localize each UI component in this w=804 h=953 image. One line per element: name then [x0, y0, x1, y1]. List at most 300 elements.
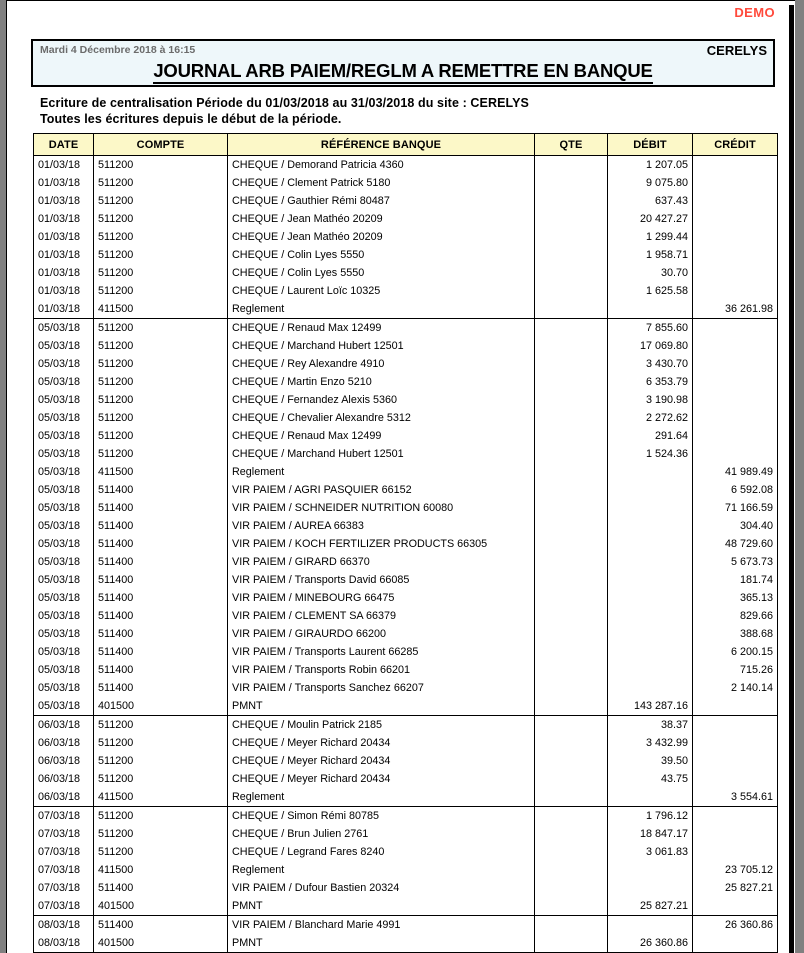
cell-compte: 511200 — [94, 409, 228, 427]
cell-credit — [693, 734, 778, 752]
cell-qte — [535, 427, 608, 445]
cell-compte: 511200 — [94, 174, 228, 192]
cell-credit — [693, 174, 778, 192]
cell-date: 05/03/18 — [34, 337, 94, 355]
cell-qte — [535, 571, 608, 589]
cell-reference: VIR PAIEM / GIRAURDO 66200 — [228, 625, 535, 643]
cell-compte: 411500 — [94, 463, 228, 481]
cell-compte: 411500 — [94, 788, 228, 807]
cell-qte — [535, 734, 608, 752]
cell-credit — [693, 282, 778, 300]
table-row — [34, 264, 778, 282]
cell-compte: 511200 — [94, 373, 228, 391]
cell-debit — [608, 879, 693, 897]
cell-credit: 715.26 — [693, 661, 778, 679]
cell-qte — [535, 481, 608, 499]
cell-debit: 2 272.62 — [608, 409, 693, 427]
cell-qte — [535, 337, 608, 355]
cell-credit — [693, 825, 778, 843]
cell-date: 07/03/18 — [34, 825, 94, 843]
cell-debit — [608, 788, 693, 807]
table-row — [34, 625, 778, 643]
cell-debit: 39.50 — [608, 752, 693, 770]
table-row — [34, 481, 778, 499]
cell-date: 05/03/18 — [34, 319, 94, 338]
cell-date: 05/03/18 — [34, 643, 94, 661]
cell-reference: PMNT — [228, 934, 535, 953]
cell-date: 05/03/18 — [34, 535, 94, 553]
cell-credit — [693, 246, 778, 264]
cell-compte: 511200 — [94, 210, 228, 228]
cell-credit: 365.13 — [693, 589, 778, 607]
cell-date: 07/03/18 — [34, 879, 94, 897]
cell-debit: 3 432.99 — [608, 734, 693, 752]
cell-credit: 41 989.49 — [693, 463, 778, 481]
cell-reference: CHEQUE / Moulin Patrick 2185 — [228, 716, 535, 735]
cell-debit: 1 958.71 — [608, 246, 693, 264]
cell-credit — [693, 210, 778, 228]
cell-debit — [608, 661, 693, 679]
cell-qte — [535, 679, 608, 697]
cell-credit — [693, 355, 778, 373]
cell-date: 05/03/18 — [34, 481, 94, 499]
cell-compte: 401500 — [94, 697, 228, 716]
cell-debit — [608, 300, 693, 319]
cell-debit — [608, 535, 693, 553]
cell-debit — [608, 861, 693, 879]
table-row — [34, 192, 778, 210]
table-row — [34, 589, 778, 607]
cell-reference: CHEQUE / Rey Alexandre 4910 — [228, 355, 535, 373]
cell-date: 07/03/18 — [34, 807, 94, 826]
cell-qte — [535, 752, 608, 770]
cell-date: 05/03/18 — [34, 463, 94, 481]
column-header-date: DATE — [34, 134, 94, 156]
journal-table-body — [34, 156, 778, 953]
report-page — [6, 0, 795, 953]
cell-date: 01/03/18 — [34, 192, 94, 210]
cell-qte — [535, 589, 608, 607]
cell-reference: CHEQUE / Colin Lyes 5550 — [228, 264, 535, 282]
cell-reference: PMNT — [228, 897, 535, 916]
cell-debit: 637.43 — [608, 192, 693, 210]
column-header-reference: RÉFÉRENCE BANQUE — [228, 134, 535, 156]
table-row — [34, 535, 778, 553]
cell-qte — [535, 535, 608, 553]
cell-credit — [693, 716, 778, 735]
cell-reference: CHEQUE / Marchand Hubert 12501 — [228, 337, 535, 355]
cell-credit: 71 166.59 — [693, 499, 778, 517]
table-row — [34, 807, 778, 826]
cell-date: 08/03/18 — [34, 934, 94, 953]
cell-compte: 511400 — [94, 553, 228, 571]
cell-date: 01/03/18 — [34, 228, 94, 246]
cell-compte: 511200 — [94, 770, 228, 788]
cell-credit: 6 592.08 — [693, 481, 778, 499]
cell-reference: VIR PAIEM / Dufour Bastien 20324 — [228, 879, 535, 897]
cell-compte: 511200 — [94, 156, 228, 175]
cell-debit: 26 360.86 — [608, 934, 693, 953]
table-row — [34, 319, 778, 338]
cell-date: 05/03/18 — [34, 553, 94, 571]
cell-reference: CHEQUE / Gauthier Rémi 80487 — [228, 192, 535, 210]
cell-compte: 511400 — [94, 661, 228, 679]
cell-date: 05/03/18 — [34, 355, 94, 373]
column-header-compte: COMPTE — [94, 134, 228, 156]
cell-compte: 511400 — [94, 679, 228, 697]
cell-qte — [535, 373, 608, 391]
column-header-qte: QTE — [535, 134, 608, 156]
cell-credit — [693, 934, 778, 953]
cell-date: 07/03/18 — [34, 843, 94, 861]
cell-credit: 25 827.21 — [693, 879, 778, 897]
table-row — [34, 427, 778, 445]
cell-debit: 1 299.44 — [608, 228, 693, 246]
table-row — [34, 337, 778, 355]
cell-date: 01/03/18 — [34, 246, 94, 264]
cell-compte: 511400 — [94, 571, 228, 589]
cell-reference: PMNT — [228, 697, 535, 716]
cell-compte: 411500 — [94, 861, 228, 879]
cell-credit — [693, 445, 778, 463]
table-row — [34, 228, 778, 246]
table-row — [34, 843, 778, 861]
table-row — [34, 499, 778, 517]
report-datetime: Mardi 4 Décembre 2018 à 16:15 — [40, 44, 196, 56]
cell-date: 01/03/18 — [34, 282, 94, 300]
cell-qte — [535, 282, 608, 300]
cell-reference: VIR PAIEM / GIRARD 66370 — [228, 553, 535, 571]
cell-qte — [535, 788, 608, 807]
cell-reference: CHEQUE / Jean Mathéo 20209 — [228, 210, 535, 228]
cell-debit: 291.64 — [608, 427, 693, 445]
cell-credit: 2 140.14 — [693, 679, 778, 697]
table-row — [34, 174, 778, 192]
cell-debit — [608, 499, 693, 517]
cell-debit: 25 827.21 — [608, 897, 693, 916]
table-row — [34, 788, 778, 807]
table-row — [34, 697, 778, 716]
cell-qte — [535, 409, 608, 427]
cell-debit — [608, 589, 693, 607]
cell-debit — [608, 553, 693, 571]
cell-debit: 3 061.83 — [608, 843, 693, 861]
cell-reference: Reglement — [228, 300, 535, 319]
cell-reference: CHEQUE / Meyer Richard 20434 — [228, 770, 535, 788]
table-row — [34, 879, 778, 897]
cell-compte: 511200 — [94, 716, 228, 735]
page-top-border — [6, 0, 795, 1]
cell-debit: 9 075.80 — [608, 174, 693, 192]
cell-reference: VIR PAIEM / Transports Laurent 66285 — [228, 643, 535, 661]
table-row — [34, 916, 778, 935]
table-row — [34, 752, 778, 770]
cell-debit — [608, 679, 693, 697]
table-row — [34, 373, 778, 391]
cell-reference: CHEQUE / Colin Lyes 5550 — [228, 246, 535, 264]
cell-compte: 511400 — [94, 879, 228, 897]
cell-reference: Reglement — [228, 788, 535, 807]
cell-qte — [535, 210, 608, 228]
cell-credit: 48 729.60 — [693, 535, 778, 553]
table-row — [34, 716, 778, 735]
cell-reference: CHEQUE / Meyer Richard 20434 — [228, 734, 535, 752]
table-row — [34, 391, 778, 409]
cell-compte: 511200 — [94, 282, 228, 300]
cell-debit — [608, 916, 693, 935]
table-row — [34, 409, 778, 427]
cell-credit: 181.74 — [693, 571, 778, 589]
cell-reference: VIR PAIEM / AUREA 66383 — [228, 517, 535, 535]
cell-credit: 36 261.98 — [693, 300, 778, 319]
cell-date: 05/03/18 — [34, 427, 94, 445]
cell-qte — [535, 499, 608, 517]
cell-date: 05/03/18 — [34, 679, 94, 697]
cell-reference: CHEQUE / Chevalier Alexandre 5312 — [228, 409, 535, 427]
cell-qte — [535, 264, 608, 282]
cell-date: 01/03/18 — [34, 300, 94, 319]
cell-qte — [535, 445, 608, 463]
cell-compte: 401500 — [94, 897, 228, 916]
cell-credit — [693, 843, 778, 861]
cell-date: 05/03/18 — [34, 661, 94, 679]
cell-debit: 1 625.58 — [608, 282, 693, 300]
cell-debit: 18 847.17 — [608, 825, 693, 843]
cell-credit — [693, 697, 778, 716]
table-row — [34, 156, 778, 175]
cell-credit — [693, 807, 778, 826]
cell-qte — [535, 192, 608, 210]
table-row — [34, 861, 778, 879]
cell-compte: 511200 — [94, 355, 228, 373]
cell-credit: 304.40 — [693, 517, 778, 535]
cell-credit — [693, 264, 778, 282]
cell-qte — [535, 643, 608, 661]
cell-debit — [608, 571, 693, 589]
cell-compte: 511200 — [94, 843, 228, 861]
cell-debit — [608, 517, 693, 535]
table-header-row — [34, 134, 778, 156]
cell-credit — [693, 337, 778, 355]
cell-qte — [535, 517, 608, 535]
cell-credit — [693, 427, 778, 445]
cell-date: 05/03/18 — [34, 445, 94, 463]
cell-debit: 3 430.70 — [608, 355, 693, 373]
cell-qte — [535, 228, 608, 246]
cell-qte — [535, 463, 608, 481]
table-row — [34, 210, 778, 228]
cell-date: 06/03/18 — [34, 734, 94, 752]
cell-credit — [693, 228, 778, 246]
cell-debit: 143 287.16 — [608, 697, 693, 716]
cell-qte — [535, 156, 608, 175]
table-row — [34, 571, 778, 589]
cell-qte — [535, 174, 608, 192]
cell-qte — [535, 300, 608, 319]
cell-reference: CHEQUE / Renaud Max 12499 — [228, 427, 535, 445]
cell-debit: 17 069.80 — [608, 337, 693, 355]
cell-qte — [535, 825, 608, 843]
cell-debit: 20 427.27 — [608, 210, 693, 228]
cell-compte: 511400 — [94, 517, 228, 535]
cell-compte: 511200 — [94, 825, 228, 843]
cell-compte: 511200 — [94, 319, 228, 338]
table-row — [34, 679, 778, 697]
cell-compte: 511200 — [94, 807, 228, 826]
cell-reference: CHEQUE / Legrand Fares 8240 — [228, 843, 535, 861]
cell-qte — [535, 319, 608, 338]
cell-date: 05/03/18 — [34, 517, 94, 535]
cell-reference: VIR PAIEM / Transports Robin 66201 — [228, 661, 535, 679]
cell-date: 05/03/18 — [34, 373, 94, 391]
cell-reference: CHEQUE / Demorand Patricia 4360 — [228, 156, 535, 175]
cell-reference: VIR PAIEM / Blanchard Marie 4991 — [228, 916, 535, 935]
cell-qte — [535, 697, 608, 716]
cell-qte — [535, 625, 608, 643]
page-drop-shadow — [789, 5, 794, 953]
cell-qte — [535, 934, 608, 953]
cell-date: 05/03/18 — [34, 409, 94, 427]
cell-credit: 388.68 — [693, 625, 778, 643]
table-row — [34, 661, 778, 679]
cell-debit: 6 353.79 — [608, 373, 693, 391]
cell-reference: CHEQUE / Martin Enzo 5210 — [228, 373, 535, 391]
cell-qte — [535, 897, 608, 916]
cell-date: 06/03/18 — [34, 770, 94, 788]
report-title — [33, 60, 773, 82]
window-right-margin — [794, 0, 804, 953]
cell-qte — [535, 553, 608, 571]
cell-reference: VIR PAIEM / AGRI PASQUIER 66152 — [228, 481, 535, 499]
cell-credit: 26 360.86 — [693, 916, 778, 935]
company-name: CERELYS — [706, 43, 767, 58]
cell-reference: CHEQUE / Laurent Loïc 10325 — [228, 282, 535, 300]
cell-debit: 1 207.05 — [608, 156, 693, 175]
cell-qte — [535, 807, 608, 826]
cell-date: 05/03/18 — [34, 697, 94, 716]
cell-compte: 511200 — [94, 228, 228, 246]
cell-qte — [535, 843, 608, 861]
cell-compte: 511400 — [94, 625, 228, 643]
table-row — [34, 825, 778, 843]
cell-qte — [535, 246, 608, 264]
table-row — [34, 355, 778, 373]
table-row — [34, 607, 778, 625]
cell-reference: CHEQUE / Clement Patrick 5180 — [228, 174, 535, 192]
cell-reference: VIR PAIEM / KOCH FERTILIZER PRODUCTS 66305 — [228, 535, 535, 553]
table-row — [34, 734, 778, 752]
cell-compte: 511200 — [94, 752, 228, 770]
cell-debit — [608, 643, 693, 661]
cell-credit — [693, 391, 778, 409]
table-row — [34, 282, 778, 300]
cell-qte — [535, 391, 608, 409]
cell-credit: 5 673.73 — [693, 553, 778, 571]
cell-reference: Reglement — [228, 463, 535, 481]
table-row — [34, 445, 778, 463]
cell-reference: VIR PAIEM / CLEMENT SA 66379 — [228, 607, 535, 625]
table-row — [34, 300, 778, 319]
cell-credit — [693, 752, 778, 770]
cell-compte: 401500 — [94, 934, 228, 953]
cell-debit: 7 855.60 — [608, 319, 693, 338]
cell-reference: CHEQUE / Brun Julien 2761 — [228, 825, 535, 843]
cell-date: 05/03/18 — [34, 607, 94, 625]
cell-qte — [535, 716, 608, 735]
report-title-text: JOURNAL ARB PAIEM/REGLM A REMETTRE EN BANQUE — [153, 60, 652, 84]
cell-credit — [693, 373, 778, 391]
cell-reference: VIR PAIEM / Transports David 66085 — [228, 571, 535, 589]
cell-qte — [535, 879, 608, 897]
cell-credit — [693, 897, 778, 916]
cell-reference: Reglement — [228, 861, 535, 879]
cell-compte: 511400 — [94, 916, 228, 935]
cell-date: 01/03/18 — [34, 264, 94, 282]
cell-date: 08/03/18 — [34, 916, 94, 935]
cell-date: 07/03/18 — [34, 861, 94, 879]
cell-debit — [608, 625, 693, 643]
cell-debit: 38.37 — [608, 716, 693, 735]
cell-credit — [693, 409, 778, 427]
cell-debit: 1 796.12 — [608, 807, 693, 826]
cell-date: 01/03/18 — [34, 210, 94, 228]
report-subtitle-line-2: Toutes les écritures depuis le début de la période. — [40, 112, 342, 126]
cell-debit — [608, 481, 693, 499]
cell-compte: 511400 — [94, 499, 228, 517]
cell-reference: CHEQUE / Marchand Hubert 12501 — [228, 445, 535, 463]
cell-reference: CHEQUE / Jean Mathéo 20209 — [228, 228, 535, 246]
table-row — [34, 643, 778, 661]
cell-compte: 511200 — [94, 192, 228, 210]
table-row — [34, 517, 778, 535]
cell-credit: 829.66 — [693, 607, 778, 625]
cell-reference: CHEQUE / Renaud Max 12499 — [228, 319, 535, 338]
cell-credit: 3 554.61 — [693, 788, 778, 807]
cell-credit — [693, 156, 778, 175]
cell-compte: 411500 — [94, 300, 228, 319]
report-subtitle-line-1: Ecriture de centralisation Période du 01/03/2018 au 31/03/2018 du site : CERELYS — [40, 96, 529, 110]
cell-date: 01/03/18 — [34, 174, 94, 192]
cell-compte: 511200 — [94, 427, 228, 445]
cell-date: 05/03/18 — [34, 589, 94, 607]
cell-debit: 43.75 — [608, 770, 693, 788]
cell-reference: CHEQUE / Simon Rémi 80785 — [228, 807, 535, 826]
cell-qte — [535, 607, 608, 625]
cell-compte: 511400 — [94, 481, 228, 499]
cell-qte — [535, 661, 608, 679]
cell-reference: CHEQUE / Fernandez Alexis 5360 — [228, 391, 535, 409]
table-row — [34, 934, 778, 953]
cell-credit: 6 200.15 — [693, 643, 778, 661]
cell-debit — [608, 607, 693, 625]
cell-date: 05/03/18 — [34, 499, 94, 517]
journal-table — [33, 133, 778, 953]
cell-compte: 511200 — [94, 445, 228, 463]
cell-qte — [535, 916, 608, 935]
cell-date: 05/03/18 — [34, 571, 94, 589]
table-row — [34, 246, 778, 264]
cell-debit: 30.70 — [608, 264, 693, 282]
cell-compte: 511200 — [94, 337, 228, 355]
demo-watermark: DEMO — [734, 5, 775, 20]
cell-compte: 511400 — [94, 535, 228, 553]
cell-debit: 1 524.36 — [608, 445, 693, 463]
cell-compte: 511400 — [94, 607, 228, 625]
cell-qte — [535, 770, 608, 788]
cell-reference: VIR PAIEM / Transports Sanchez 66207 — [228, 679, 535, 697]
cell-compte: 511400 — [94, 589, 228, 607]
cell-credit — [693, 770, 778, 788]
